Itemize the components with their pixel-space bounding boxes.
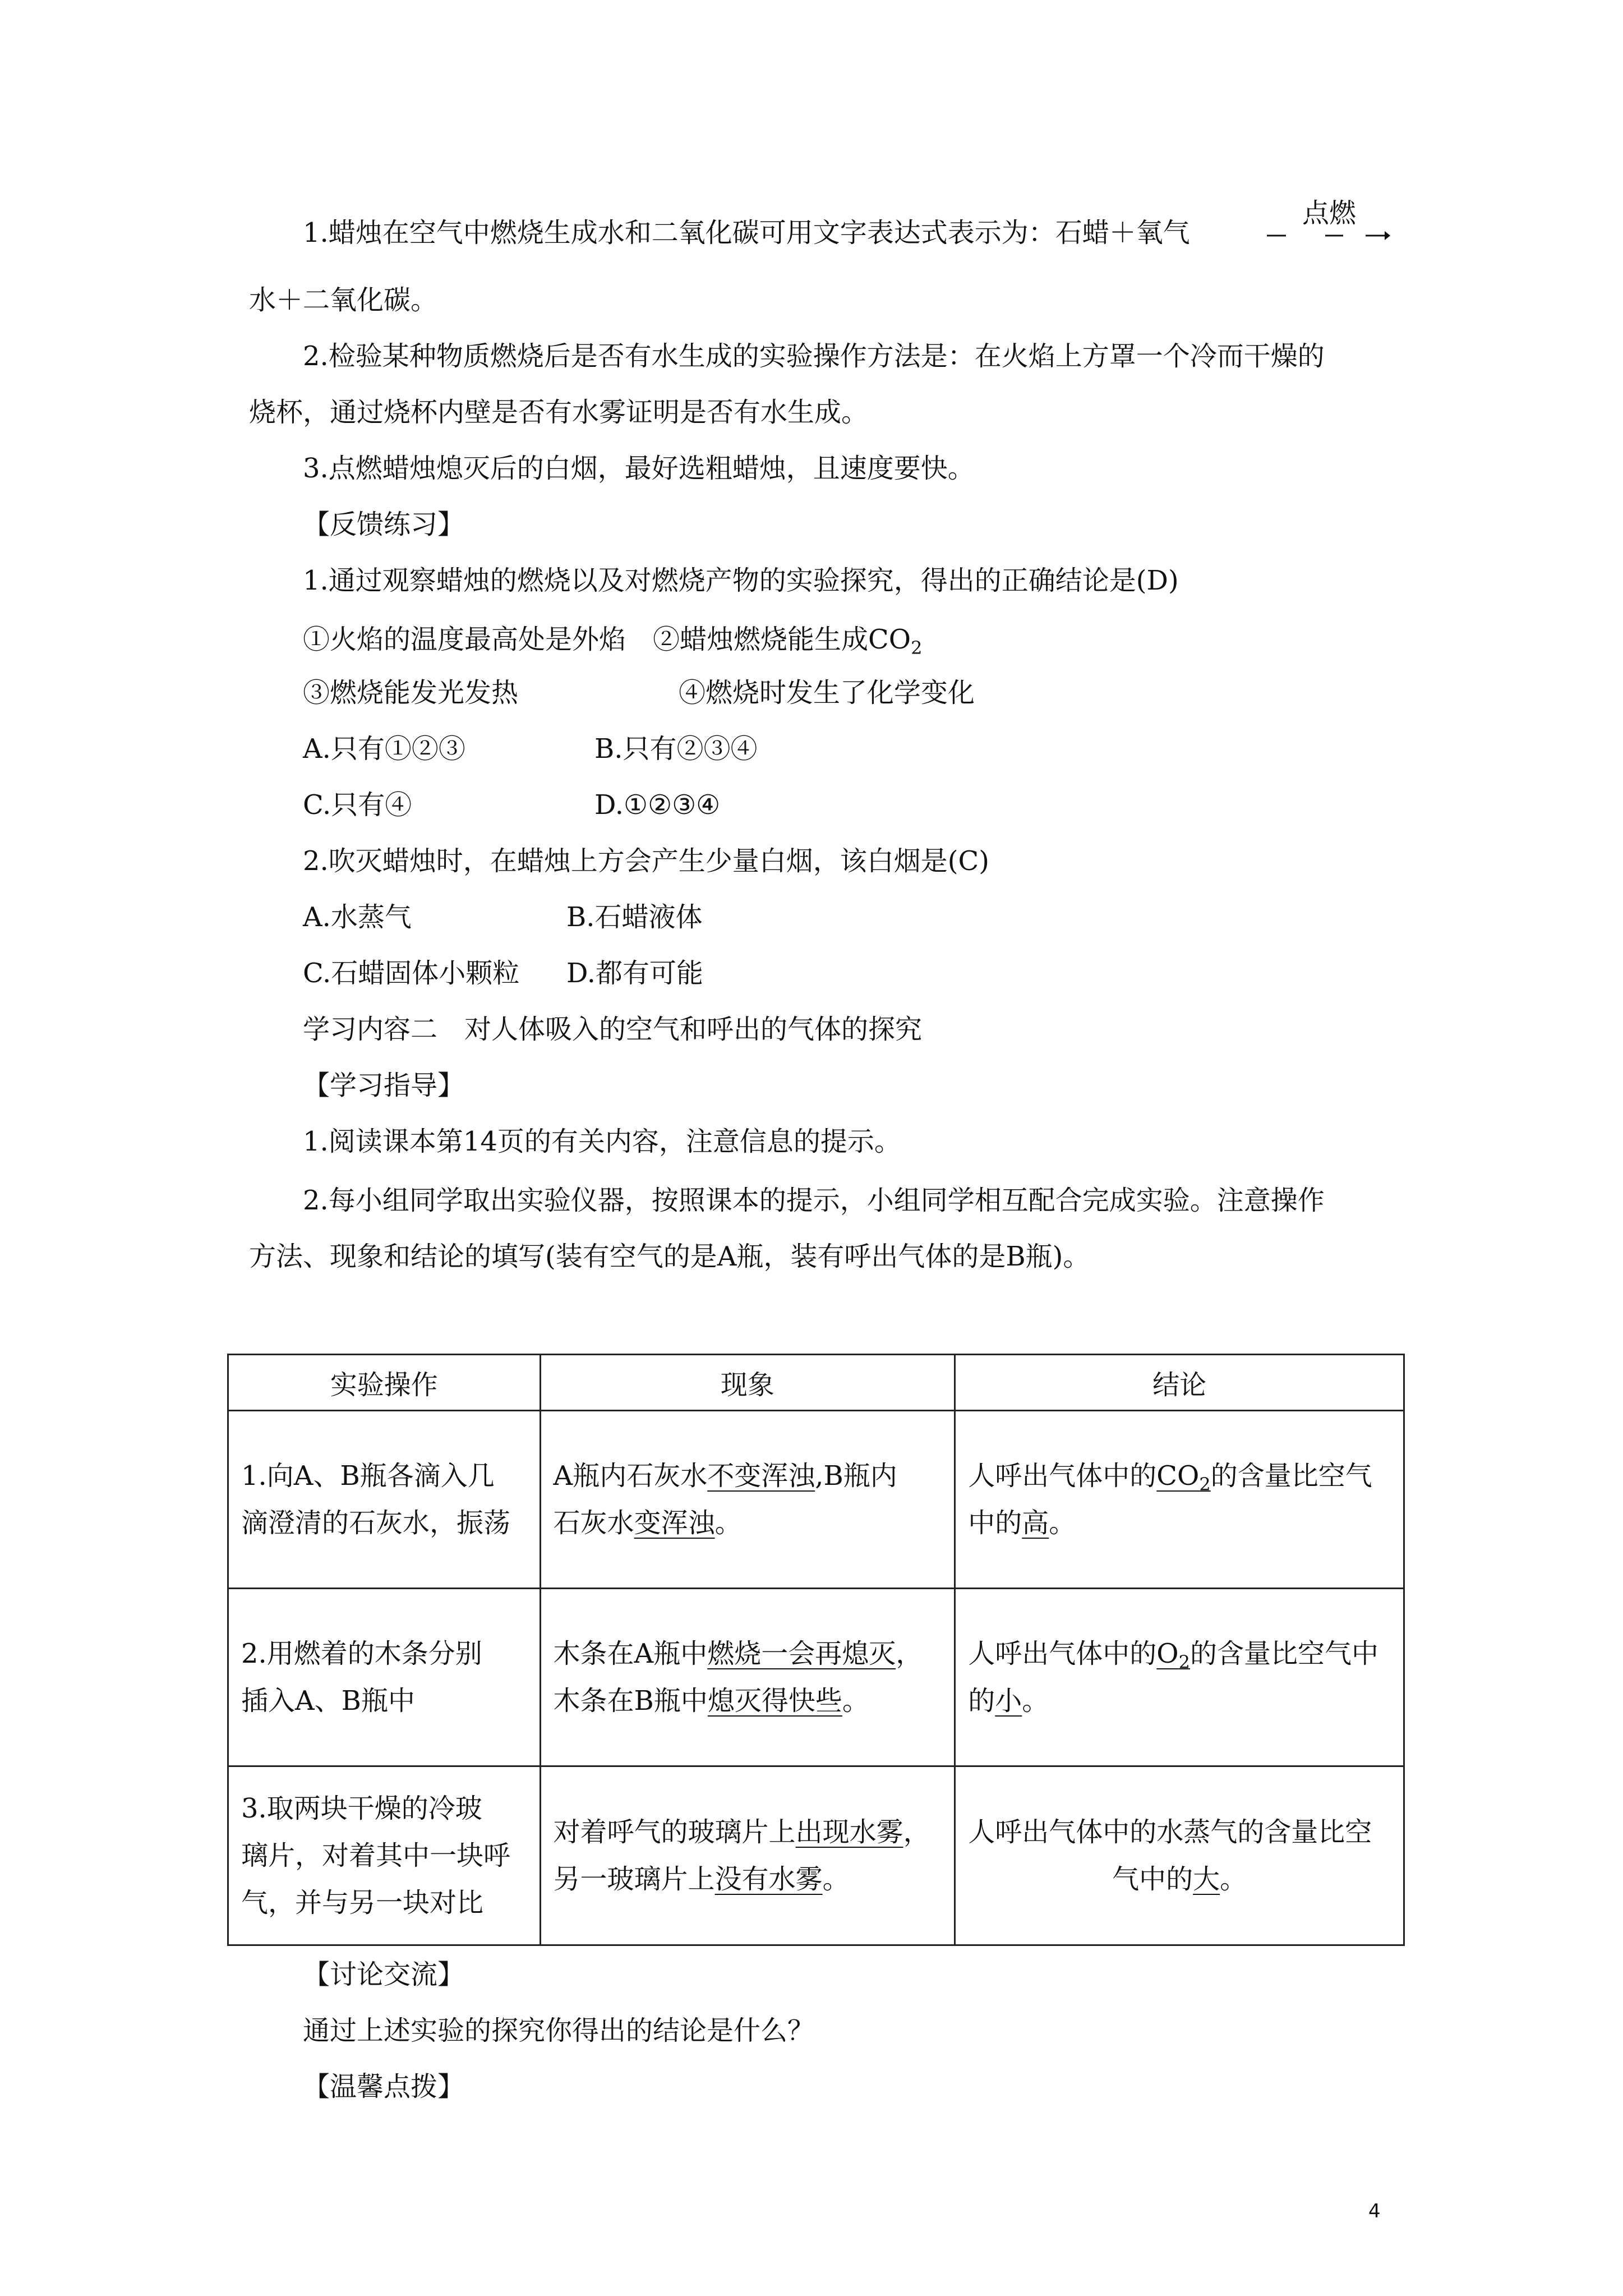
text: 另一玻璃片上 (553, 1864, 715, 1895)
text: ,B瓶内 (815, 1460, 897, 1492)
text: 。 (1220, 1864, 1247, 1895)
guide-heading: 【学习指导】 (303, 1070, 465, 1101)
table-row (228, 1411, 1404, 1589)
q1-statement-3: ③燃烧能发光发热 (303, 677, 519, 708)
text: 的含量比空气 (1210, 1460, 1372, 1492)
answer-blank (1156, 1638, 1190, 1673)
table-header: 实验操作 (228, 1355, 541, 1411)
answer-blank: 高 (1022, 1507, 1049, 1539)
summary-p2-line1: 2.检验某种物质燃烧后是否有水生成的实验操作方法是：在火焰上方罩一个冷而干燥的 (303, 341, 1325, 372)
cell-line: 插入A、B瓶中 (241, 1685, 415, 1717)
q2-stem: 2.吹灭蜡烛时，在蜡烛上方会产生少量白烟，该白烟是(C) (303, 845, 989, 877)
text: 。 (1049, 1507, 1076, 1539)
experiment-table (227, 1354, 1405, 1946)
cell-line: 3.取两块干燥的冷玻 (241, 1793, 482, 1824)
table-row (228, 1766, 1404, 1945)
text: ， (896, 1638, 923, 1669)
answer-blank: 大 (1193, 1864, 1220, 1895)
q2-option-c: C.石蜡固体小颗粒 (303, 958, 520, 989)
cell-line (554, 1809, 942, 1856)
text: ， (903, 1816, 930, 1848)
q2-option-a: A.水蒸气 (303, 901, 412, 933)
text: 。 (842, 1685, 869, 1717)
phenomenon-cell (540, 1589, 955, 1766)
conclusion-cell (955, 1411, 1404, 1589)
answer-blank: 熄灭得快些 (707, 1685, 842, 1717)
cell-line (554, 1677, 942, 1724)
summary-p1-line2: 水＋二氧化碳。 (249, 284, 438, 316)
cell-line (554, 1630, 942, 1677)
cell-line: 气，并与另一块对比 (241, 1887, 484, 1918)
answer-blank: 小 (995, 1685, 1022, 1717)
cell-line (968, 1856, 1391, 1903)
conclusion-cell (955, 1766, 1404, 1945)
text: 木条在A瓶中 (553, 1638, 708, 1669)
cell-line: 1.向A、B瓶各滴入几 (241, 1460, 495, 1492)
q1-option-d: D.①②③④ (594, 789, 721, 821)
cell-line (968, 1452, 1391, 1499)
table-row (228, 1589, 1404, 1766)
text: 人呼出气体中的 (968, 1460, 1157, 1492)
table-header-row (228, 1355, 1404, 1411)
conclusion-cell (955, 1589, 1404, 1766)
subscript: 2 (1178, 1651, 1190, 1673)
q1-statement-text: ①火焰的温度最高处是外焰 ②蜡烛燃烧能生成CO (303, 624, 911, 655)
guide-item-2-line2: 方法、现象和结论的填写(装有空气的是A瓶，装有呼出气体的是B瓶)。 (249, 1241, 1090, 1272)
cell-line (968, 1630, 1391, 1677)
guide-item-1: 1.阅读课本第14页的有关内容，注意信息的提示。 (303, 1126, 901, 1157)
reaction-condition-label: 点燃 (1302, 197, 1357, 229)
cell-line: 人呼出气体中的水蒸气的含量比空 (968, 1816, 1372, 1848)
text: 对着呼气的玻璃片上 (553, 1816, 796, 1848)
feedback-heading: 【反馈练习】 (303, 509, 465, 540)
reaction-arrow-icon (1265, 196, 1391, 264)
table-header: 现象 (540, 1355, 955, 1411)
answer-blank: 不变浑浊 (707, 1460, 815, 1492)
cell-line: 滴澄清的石灰水，振荡 (241, 1507, 511, 1539)
text: 的含量比空气中 (1189, 1638, 1378, 1669)
text: A瓶内石灰水 (553, 1460, 708, 1492)
text: 中的 (968, 1507, 1022, 1539)
q1-option-b: B.只有②③④ (594, 733, 758, 765)
discussion-heading: 【讨论交流】 (303, 1959, 465, 1990)
text: 石灰水 (553, 1507, 634, 1539)
q1-stem: 1.通过观察蜡烛的燃烧以及对燃烧产物的实验探究，得出的正确结论是(D) (303, 565, 1179, 596)
operation-cell (228, 1411, 541, 1589)
formula: CO (1156, 1460, 1200, 1492)
cell-line (554, 1452, 942, 1499)
text: 。 (822, 1864, 850, 1895)
operation-cell (228, 1766, 541, 1945)
answer-blank (1156, 1460, 1211, 1495)
operation-cell (228, 1589, 541, 1766)
phenomenon-cell (540, 1411, 955, 1589)
q1-statement-4: ④燃烧时发生了化学变化 (679, 677, 975, 708)
summary-p2-line2: 烧杯，通过烧杯内壁是否有水雾证明是否有水生成。 (249, 397, 869, 428)
answer-blank: 变浑浊 (634, 1507, 715, 1539)
formula: O (1156, 1638, 1179, 1669)
q1-option-c: C.只有④ (303, 789, 412, 821)
phenomenon-cell (540, 1766, 955, 1945)
text: 。 (714, 1507, 742, 1539)
summary-p3: 3.点燃蜡烛熄灭后的白烟，最好选粗蜡烛，且速度要快。 (303, 453, 975, 484)
text: 的 (968, 1685, 995, 1717)
summary-p1-line1: 1.蜡烛在空气中燃烧生成水和二氧化碳可用文字表达式表示为：石蜡＋氧气 (303, 217, 1190, 249)
cell-line: 璃片，对着其中一块呼 (241, 1840, 511, 1871)
q1-option-a: A.只有①②③ (303, 733, 465, 765)
discussion-question: 通过上述实验的探究你得出的结论是什么？ (303, 2015, 815, 2046)
cell-line: 2.用燃着的木条分别 (241, 1638, 482, 1669)
cell-line (554, 1499, 942, 1547)
page-number: 4 (1368, 2200, 1381, 2223)
answer-blank: 出现水雾 (795, 1816, 903, 1848)
cell-line (968, 1677, 1391, 1724)
text: 人呼出气体中的 (968, 1638, 1157, 1669)
guide-item-2-line1: 2.每小组同学取出实验仪器，按照课本的提示，小组同学相互配合完成实验。注意操作 (303, 1185, 1325, 1216)
text: 木条在B瓶中 (553, 1685, 708, 1717)
answer-blank: 燃烧一会再熄灭 (707, 1638, 896, 1669)
answer-blank: 没有水雾 (714, 1864, 823, 1895)
text: 气中的 (1112, 1864, 1193, 1895)
q2-option-b: B.石蜡液体 (566, 901, 703, 933)
q2-option-d: D.都有可能 (566, 958, 704, 989)
table-header: 结论 (955, 1355, 1404, 1411)
q1-statements-1-2 (303, 623, 923, 659)
tip-heading: 【温馨点拨】 (303, 2071, 465, 2102)
text: 。 (1022, 1685, 1049, 1717)
cell-line (968, 1499, 1391, 1547)
subscript: 2 (1199, 1474, 1211, 1495)
section2-title: 学习内容二 对人体吸入的空气和呼出的气体的探究 (303, 1014, 923, 1045)
cell-line (554, 1856, 942, 1903)
co2-subscript: 2 (911, 637, 923, 659)
